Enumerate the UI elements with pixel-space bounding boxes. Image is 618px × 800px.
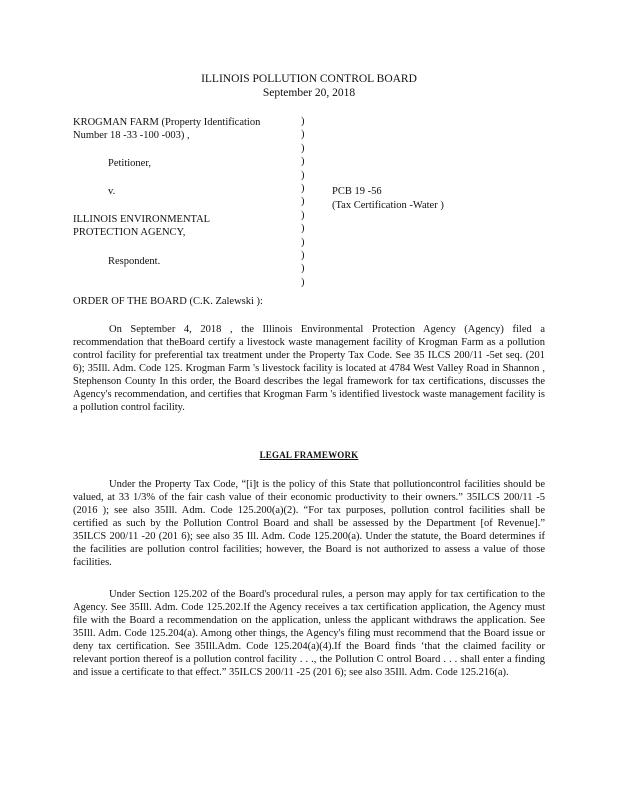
paragraph-tax-code-text: Under the Property Tax Code, “[i]t is the policy of this State that pollutioncontrol facilities should be valued, at 33 1/3% of the fair cash value of their economic productivity to their owners.” 35ILCS 200/11 -5 (2016 ); see also 35Ill. Adm. Code 125.200(a)(2). “For tax purposes, pollution control facilities shall be certified as such by the Pollution Control Board and shall be assessed by the Department [of Revenue].” 35ILCS 200/11 -20 (201 6); see also 35 Ill. Adm. Code 125.200(a). Under the statute, the Board determines if the facilities are pollution control facilities; however, the Board is not authorized to assess a value of those facilities. (73, 479, 545, 568)
paragraph-intro-text: On September 4, 2018 , the Illinois Environmental Protection Agency (Agency) filed a recommendation that theBoard certify a livestock waste management facility of Krogman Farm as a pollution control facility for preferential tax treatment under the Property Tax Code. See 35 ILCS 200/11 -5et seq. (201 6); 35Ill. Adm. Code 125. Krogman Farm 's livestock facility is located at 4784 West Valley Road in Shannon , Stephenson County In this order, the Board describes the legal framework for tax certifications, discusses the Agency's recommendation, and certifies that Krogman Farm 's identified livestock waste management facility is a pollution control facility. (73, 324, 545, 413)
paragraph-tax-code (73, 478, 545, 569)
caption-parentheses: ) ) ) ) ) ) ) ) ) ) ) ) ) (301, 116, 305, 288)
case-number: PCB 19 -56 (332, 186, 382, 197)
section-heading-legal-framework (0, 450, 618, 460)
petitioner-name-line1: KROGMAN FARM (Property Identification (73, 117, 261, 128)
order-heading: ORDER OF THE BOARD (C.K. Zalewski ): (73, 296, 263, 307)
paragraph-procedure (73, 588, 545, 679)
versus-label: v. (108, 186, 116, 197)
respondent-name-line1: ILLINOIS ENVIRONMENTAL (73, 214, 211, 225)
order-date: September 20, 2018 (262, 87, 356, 99)
agency-title: ILLINOIS POLLUTION CONTROL BOARD (201, 73, 417, 85)
case-type: (Tax Certification -Water ) (332, 200, 444, 211)
section-heading-text: LEGAL FRAMEWORK (259, 450, 359, 460)
respondent-label: Respondent. (108, 256, 161, 267)
respondent-name-line2: PROTECTION AGENCY, (73, 227, 186, 238)
paragraph-procedure-text: Under Section 125.202 of the Board's procedural rules, a person may apply for tax certification to the Agency. See 35Ill. Adm. Code 125.202.If the Agency receives a tax certification application, the Agency must file with the Board a recommendation on the application, unless the applicant withdraws the application. See 35Ill. Adm. Code 125.204(a). Among other things, the Agency's filing must recommend that the Board issue or deny tax certification. See 35Ill.Adm. Code 125.204(a)(4).If the Board finds ‘that the claimed facility or relevant portion thereof is a pollution control facility . . ., the Pollution C ontrol Board . . . shall enter a finding and issue a certificate to that effect.” 35ILCS 200/11 -25 (201 6); see also 35Ill. Adm. Code 125.216(a). (73, 589, 545, 678)
petitioner-label: Petitioner, (108, 158, 152, 169)
petitioner-name-line2: Number 18 -33 -100 -003) , (73, 130, 190, 141)
paragraph-intro (73, 323, 545, 414)
